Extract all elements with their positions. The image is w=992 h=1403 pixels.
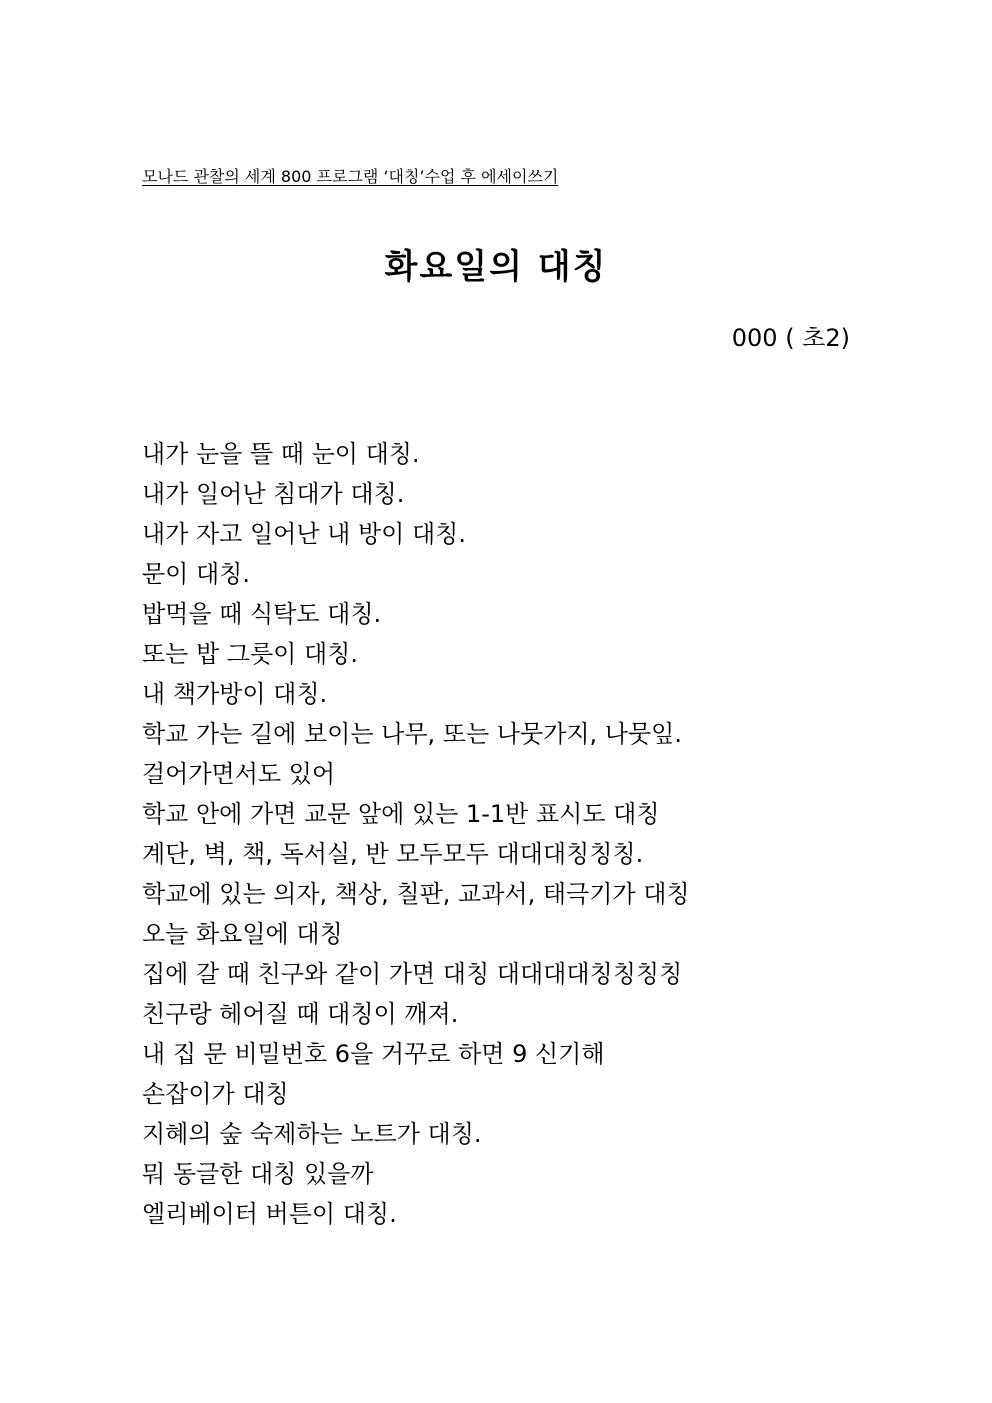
essay-line: 학교 가는 길에 보이는 나무, 또는 나뭇가지, 나뭇잎. (142, 720, 682, 748)
essay-line: 학교 안에 가면 교문 앞에 있는 1-1반 표시도 대칭 (142, 800, 660, 828)
essay-line: 또는 밥 그릇이 대칭. (142, 640, 358, 668)
essay-line: 내가 눈을 뜰 때 눈이 대칭. (142, 440, 420, 468)
essay-line: 밥먹을 때 식탁도 대칭. (142, 600, 382, 628)
essay-line: 지혜의 숲 숙제하는 노트가 대칭. (142, 1120, 482, 1148)
essay-body (142, 434, 862, 1234)
essay-line: 뭐 동글한 대칭 있을까 (142, 1160, 374, 1188)
essay-line: 엘리베이터 버튼이 대칭. (142, 1200, 397, 1228)
essay-line: 계단, 벽, 책, 독서실, 반 모두모두 대대대칭칭칭. (142, 840, 644, 868)
essay-line: 문이 대칭. (142, 560, 250, 588)
essay-line: 학교에 있는 의자, 책상, 칠판, 교과서, 태극기가 대칭 (142, 880, 690, 908)
program-subtitle: 모나드 관찰의 세계 800 프로그램 ‘대칭’수업 후 에세이쓰기 (142, 167, 559, 186)
essay-line: 오늘 화요일에 대칭 (142, 920, 343, 948)
essay-line: 집에 갈 때 친구와 같이 가면 대칭 대대대대칭칭칭칭 (142, 960, 683, 988)
essay-line: 내 책가방이 대칭. (142, 680, 328, 708)
essay-line: 내가 자고 일어난 내 방이 대칭. (142, 520, 466, 548)
essay-line: 내 집 문 비밀번호 6을 거꾸로 하면 9 신기해 (142, 1040, 605, 1068)
essay-title: 화요일의 대칭 (384, 247, 608, 287)
essay-line: 친구랑 헤어질 때 대칭이 깨져. (142, 1000, 459, 1028)
author-label: 000 ( 초2) (731, 324, 850, 352)
essay-line: 걸어가면서도 있어 (142, 760, 336, 788)
essay-line: 손잡이가 대칭 (142, 1080, 289, 1108)
essay-line: 내가 일어난 침대가 대칭. (142, 480, 405, 508)
